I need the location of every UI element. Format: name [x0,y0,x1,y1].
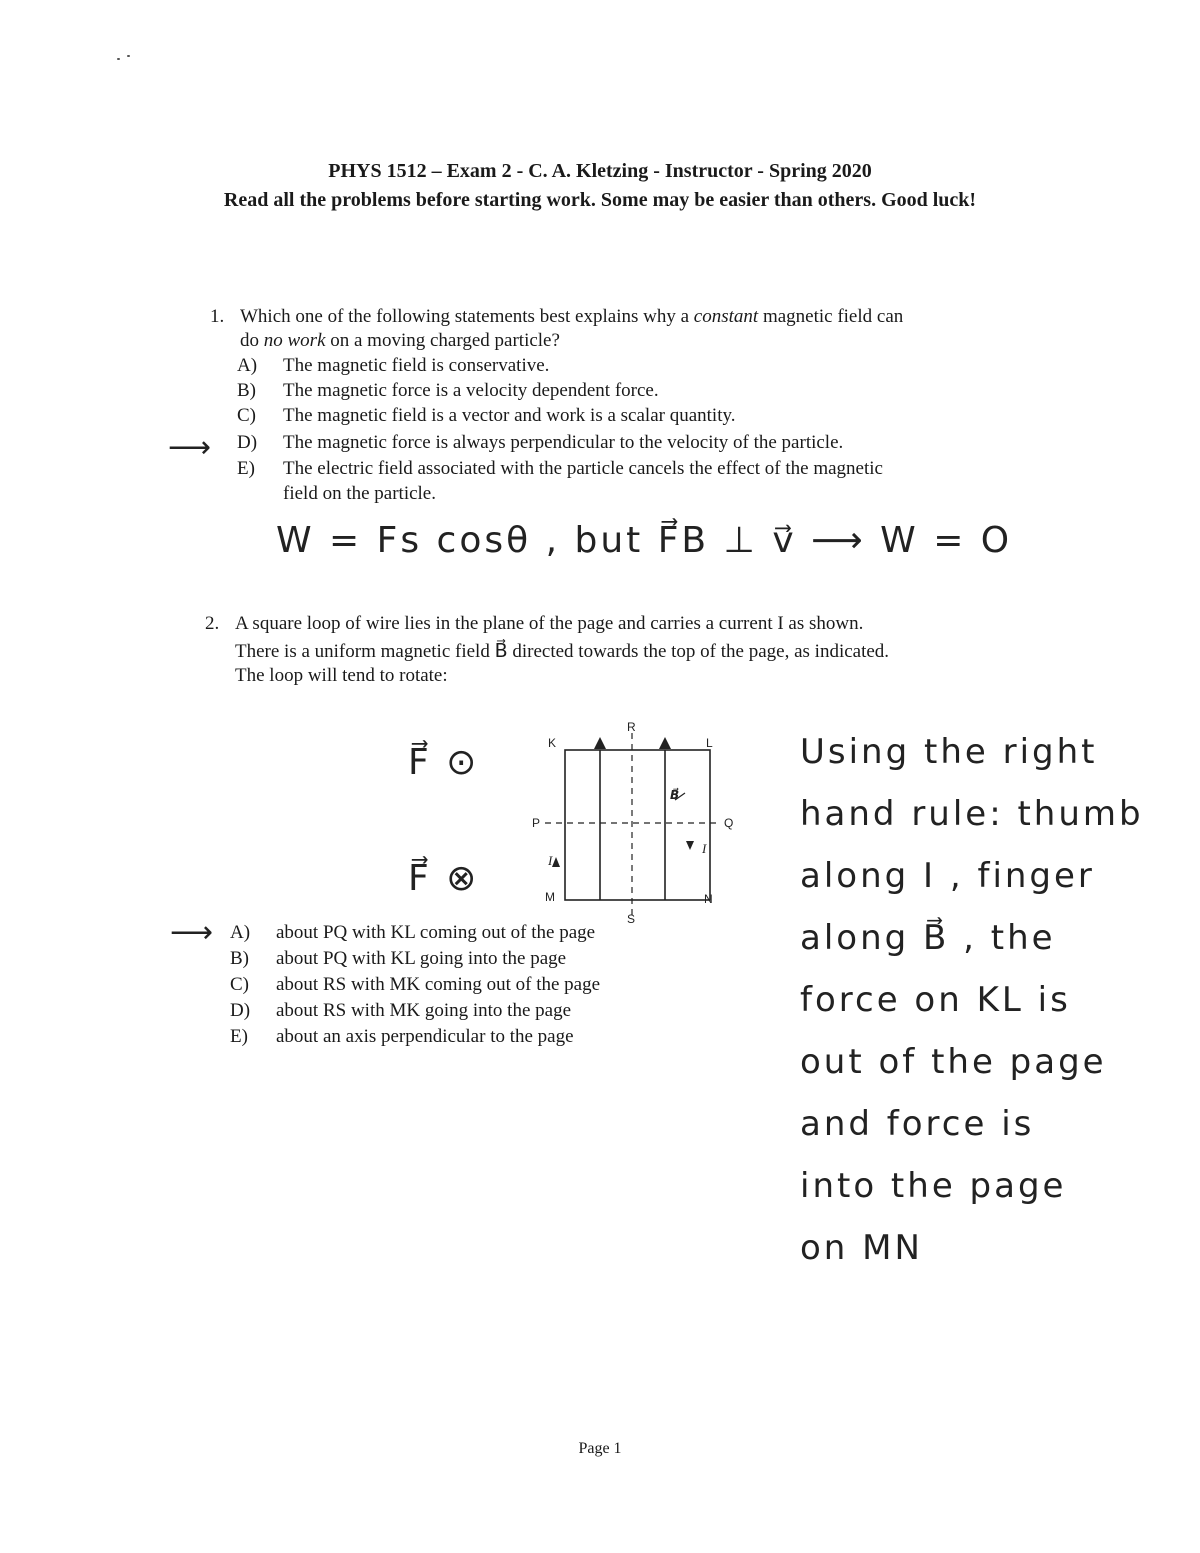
q2-option-d [230,1000,571,1022]
option-letter: C) [237,405,256,426]
answer-arrow-icon: ⟶ [168,430,212,465]
handwritten-line: on MN [800,1228,923,1268]
q2-option-a [230,922,595,944]
question-text [240,305,1040,353]
question-text-part: on a moving charged particle? [325,330,560,351]
page-number: Page 1 [578,1440,622,1457]
b-field-arrowhead-icon [659,737,671,749]
question-text-part: do [240,330,264,351]
q2-option-c [230,974,600,996]
b-field-arrowhead-icon [594,737,606,749]
label-p: P [532,816,541,830]
exam-title: PHYS 1512 – Exam 2 - C. A. Kletzing - Instructor - Spring 2020 [328,160,872,182]
question-number: 2. [205,613,220,634]
option-text: about RS with MK coming out of the page [276,974,601,995]
option-text: about PQ with KL coming out of the page [276,922,596,943]
q1-option-d [237,432,843,454]
handwritten-line: out of the page [800,1042,1107,1082]
option-letter: E) [230,1026,248,1047]
option-text: The magnetic field is conservative. [283,355,550,376]
question-number: 1. [210,306,225,327]
label-l: L [706,736,713,750]
handwritten-line: and force is [800,1104,1035,1144]
handwritten-line: Using the right [800,732,1098,772]
handwritten-force-in: F⃗ ⊗ [408,858,480,899]
question-text-line: There is a uniform magnetic field B⃗ directed towards the top of the page, as indicated. [235,641,890,662]
q2-option-b [230,948,566,970]
exam-header [0,160,1200,212]
question-text-emphasis: no work [263,330,326,351]
handwritten-line: hand rule: thumb [800,794,1144,834]
option-text: field on the particle. [283,483,436,504]
option-text: The electric field associated with the particle cancels the effect of the magnetic [283,458,883,479]
scan-speck [117,58,120,60]
option-letter: D) [230,1000,251,1021]
option-letter: B) [237,380,256,401]
scan-speck [127,55,130,57]
handwritten-line: into the page [800,1166,1067,1206]
question-text [235,612,1035,688]
handwritten-line: force on KL is [800,980,1071,1020]
label-r: R [627,720,636,734]
label-n: N [704,892,713,906]
label-k: K [548,736,557,750]
label-current-left: I [548,853,553,868]
option-text: The magnetic field is a vector and work is a scalar quantity. [283,405,736,426]
handwritten-line: along I , finger [800,856,1095,896]
option-text: about PQ with KL going into the page [276,948,567,969]
question-text-emphasis: constant [693,306,759,327]
option-letter: D) [237,432,258,453]
label-m: M [545,890,555,904]
label-current-right: I [702,841,707,856]
option-letter: A) [230,922,251,943]
question-text-line: A square loop of wire lies in the plane of the page and carries a current I as shown. [235,613,864,634]
q1-option-e [237,458,883,480]
handwritten-force-out: F⃗ ⊙ [408,742,480,783]
label-q: Q [724,816,734,830]
label-b: B⃗ [670,788,680,802]
square-loop [565,750,710,900]
option-letter: C) [230,974,249,995]
q1-option-a [237,355,549,377]
q1-option-c [237,405,736,427]
option-letter: E) [237,458,255,479]
option-letter: B) [230,948,249,969]
option-letter: A) [237,355,258,376]
q2-option-e [230,1026,574,1048]
question-text-part: Which one of the following statements best explains why a [240,306,694,327]
option-text: The magnetic force is always perpendicular to the velocity of the particle. [283,432,844,453]
option-text: about RS with MK going into the page [276,1000,572,1021]
label-s: S [627,912,636,925]
exam-instructions: Read all the problems before starting work. Some may be easier than others. Good luck! [223,189,977,211]
current-arrow-icon [552,857,560,867]
handwritten-explanation [800,732,1180,1290]
question-text-line: The loop will tend to rotate: [235,665,448,686]
option-text: The magnetic force is a velocity dependent force. [283,380,659,401]
question-text-part: magnetic field can [758,306,904,327]
handwritten-line: along B⃗ , the [800,918,1056,958]
handwritten-work: W = Fs cosθ , but F⃗B ⊥ v⃗ ⟶ W = O [276,520,1013,561]
q1-option-e-cont [237,483,436,505]
question-2 [205,612,1035,692]
q1-option-b [237,380,659,402]
current-arrow-icon [686,841,694,850]
square-loop-diagram [520,715,760,925]
answer-arrow-icon: ⟶ [170,915,214,950]
option-text: about an axis perpendicular to the page [276,1026,574,1047]
